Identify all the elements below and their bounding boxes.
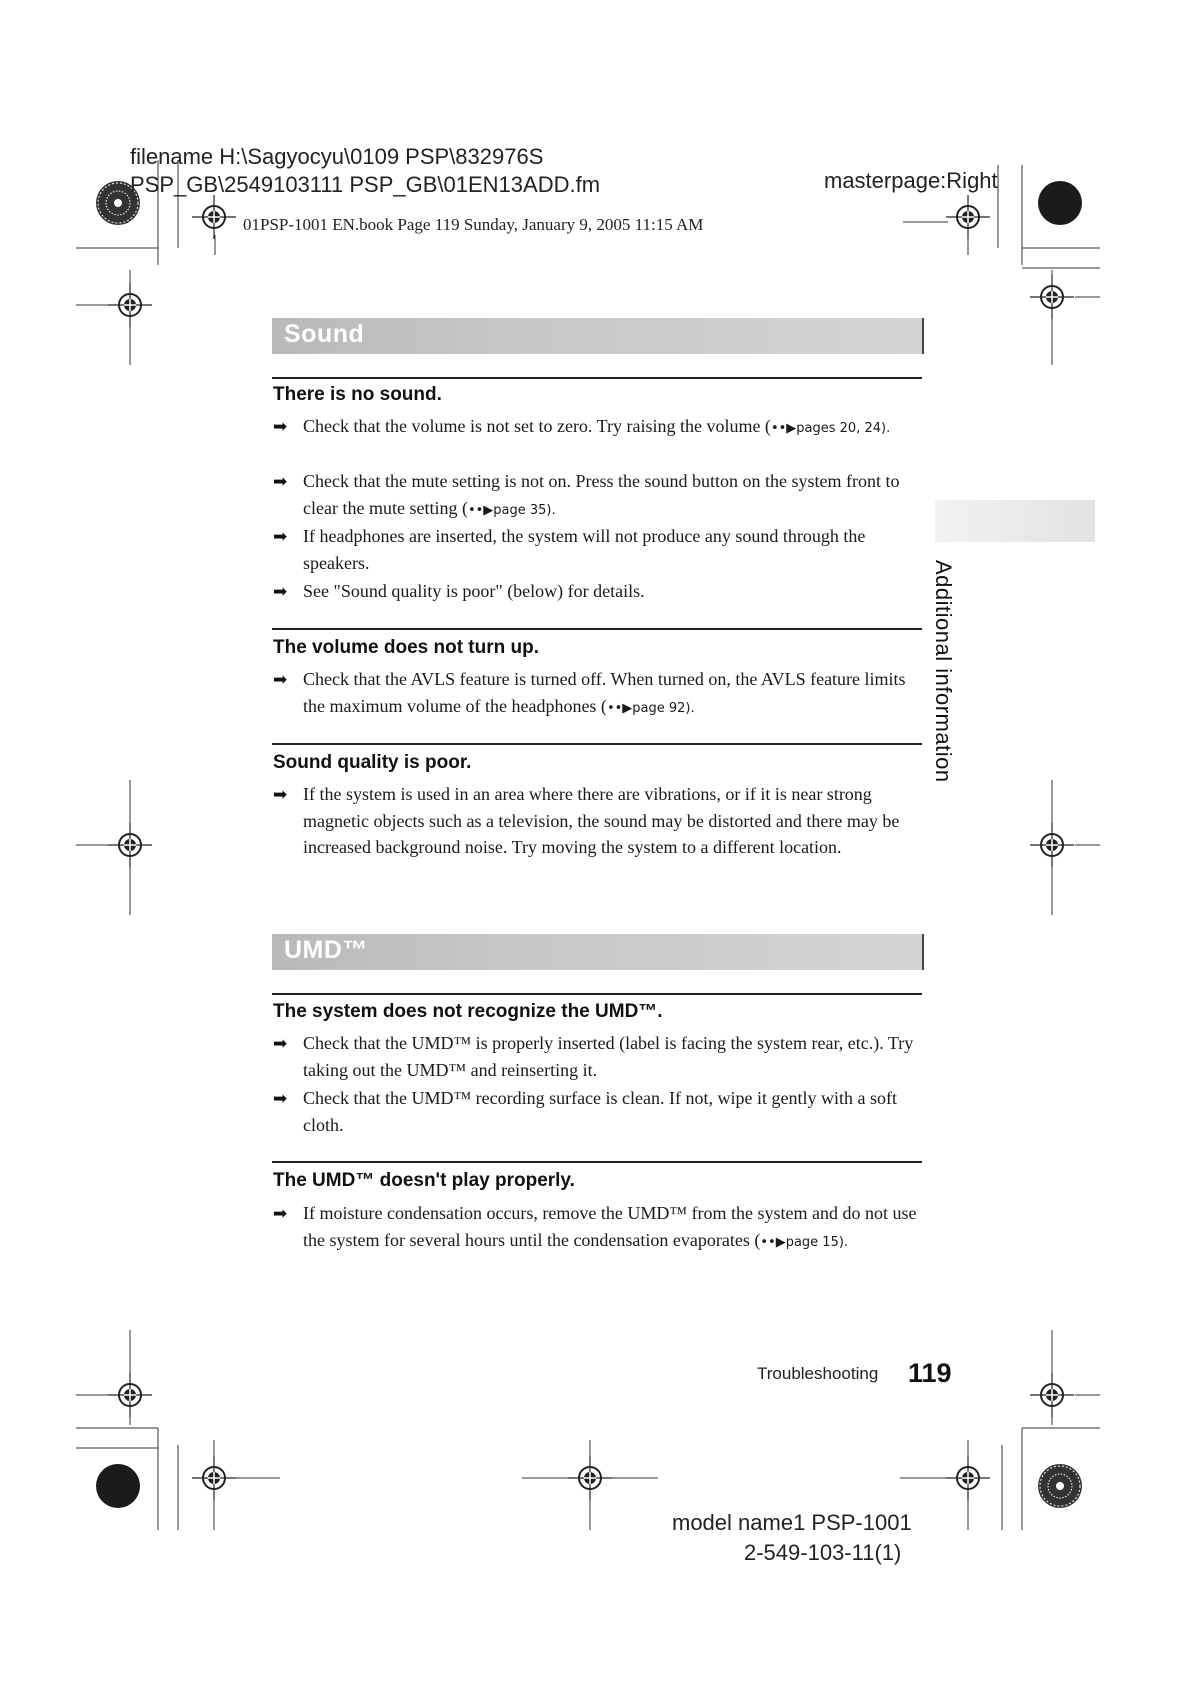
section-bar-sound <box>272 318 924 354</box>
arrow-right-icon: ➡ <box>273 670 288 690</box>
answer-item <box>273 523 923 576</box>
question-divider <box>272 628 922 630</box>
page-reference: ••▶page 15). <box>760 1234 849 1250</box>
filename-line-1: filename H:\Sagyocyu\0109 PSP\832976S <box>130 144 544 169</box>
answer-item <box>273 666 923 719</box>
answer-item <box>273 413 923 466</box>
arrow-right-icon: ➡ <box>273 582 288 602</box>
page-reference: ••▶pages 20, 24). <box>770 421 891 436</box>
answer-item <box>273 578 923 605</box>
answer-text: Check that the volume is not set to zero. Try raising the volume ( <box>303 416 771 436</box>
question-sound-quality: Sound quality is poor. <box>273 752 472 773</box>
section-bar-umd <box>272 934 924 970</box>
arrow-right-icon: ➡ <box>273 1204 288 1224</box>
question-umd-not-playing: The UMD™ doesn't play properly. <box>273 1170 575 1191</box>
answer-item <box>273 1085 923 1138</box>
question-divider <box>272 993 922 995</box>
arrow-right-icon: ➡ <box>273 472 288 492</box>
arrow-right-icon: ➡ <box>273 1034 288 1054</box>
answer-text: Check that the UMD™ recording surface is clean. If not, wipe it gently with a soft cloth. <box>303 1088 897 1135</box>
page-number: 119 <box>908 1358 952 1388</box>
answer-text: Check that the UMD™ is properly inserted (label is facing the system rear, etc.). Try taking out the UMD™ and reinserting it. <box>303 1033 914 1080</box>
arrow-right-icon: ➡ <box>273 527 288 547</box>
arrow-right-icon: ➡ <box>273 785 288 805</box>
answer-text: If moisture condensation occurs, remove the UMD™ from the system and do not use the system for several hours until the condensation evaporates ( <box>303 1203 917 1250</box>
answer-text: If headphones are inserted, the system will not produce any sound through the speakers. <box>303 526 866 573</box>
section-title-sound: Sound <box>284 320 365 348</box>
answer-text: Check that the mute setting is not on. Press the sound button on the system front to clear the mute setting ( <box>303 471 900 518</box>
question-divider <box>272 1161 922 1163</box>
arrow-right-icon: ➡ <box>273 417 288 437</box>
answer-item <box>273 1030 923 1083</box>
question-umd-not-recognized: The system does not recognize the UMD™. <box>273 1001 663 1022</box>
answer-item <box>273 468 923 521</box>
answer-text: Check that the AVLS feature is turned off. When turned on, the AVLS feature limits the maximum volume of the headphones ( <box>303 669 906 716</box>
page-reference: ••▶page 92). <box>606 700 695 716</box>
filename-line-2: PSP_GB\2549103111 PSP_GB\01EN13ADD.fm <box>130 172 601 197</box>
question-volume-not-up: The volume does not turn up. <box>273 637 539 658</box>
arrow-right-icon: ➡ <box>273 1089 288 1109</box>
question-no-sound: There is no sound. <box>273 384 442 405</box>
answer-text: See "Sound quality is poor" (below) for details. <box>303 581 645 601</box>
page-reference: ••▶page 35). <box>467 502 556 518</box>
answer-item <box>273 1200 923 1280</box>
answer-text: If the system is used in an area where there are vibrations, or if it is near strong magnetic objects such as a television, the sound may be distorted and there may be increased background noise. Try moving the system to a different location. <box>303 784 900 857</box>
side-tab-background <box>935 500 1095 542</box>
question-divider <box>272 377 922 379</box>
question-divider <box>272 743 922 745</box>
masterpage-label: masterpage:Right <box>824 168 998 193</box>
side-tab-label: Additional information <box>931 560 956 783</box>
section-title-umd: UMD™ <box>284 936 368 964</box>
model-name: model name1 PSP-1001 <box>672 1510 912 1535</box>
book-info-line: 01PSP-1001 EN.book Page 119 Sunday, January 9, 2005 11:15 AM <box>243 215 704 234</box>
footer-section-label: Troubleshooting <box>757 1364 879 1383</box>
answer-item <box>273 781 923 887</box>
model-code: 2-549-103-11(1) <box>744 1540 902 1565</box>
